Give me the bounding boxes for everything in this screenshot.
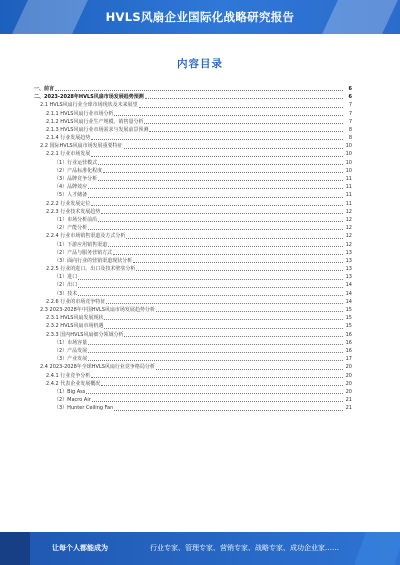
toc-entry-title: （2）产能分析 <box>54 225 88 232</box>
toc-entry-title: （1）进口 <box>54 274 78 281</box>
toc-entry[interactable] <box>34 167 352 175</box>
toc-entry-page: 20 <box>345 380 352 387</box>
toc-entry[interactable] <box>34 216 352 224</box>
toc-entry-page: 12 <box>345 216 352 223</box>
toc-entry-page: 13 <box>345 274 352 281</box>
toc-leader-dots <box>103 171 343 173</box>
toc-entry-title: （1）市场容量 <box>54 339 88 346</box>
toc-entry-title: （3）产业发展 <box>54 356 88 363</box>
toc-entry-page: 13 <box>345 257 352 264</box>
toc-leader-dots <box>98 179 343 181</box>
toc-entry[interactable] <box>34 118 352 126</box>
toc-leader-dots <box>88 343 343 345</box>
toc-leader-dots <box>101 212 343 214</box>
toc-leader-dots <box>106 302 343 304</box>
toc-entry-title: （2）产品发展 <box>54 347 88 354</box>
toc-entry[interactable] <box>34 232 352 240</box>
toc-entry-title: 2.2.1 行业市场发展 <box>46 151 91 158</box>
toc-entry-title: 2.3.3 国内HVLS风扇细分领域分析 <box>46 331 124 338</box>
toc-entry[interactable] <box>34 388 352 396</box>
toc-entry[interactable] <box>34 355 352 363</box>
toc-leader-dots <box>88 351 343 353</box>
toc-leader-dots <box>114 409 343 411</box>
toc-entry-page: 12 <box>345 208 352 215</box>
toc-leader-dots <box>91 155 343 157</box>
toc-entry-page: 17 <box>345 356 352 363</box>
toc-leader-dots <box>114 114 343 116</box>
toc-entry-page: 15 <box>345 315 352 322</box>
toc-entry[interactable] <box>34 175 352 183</box>
toc-entry[interactable] <box>34 363 352 371</box>
toc-entry-page: 16 <box>345 347 352 354</box>
toc-entry-title: （2）产品与服务营销方式 <box>54 249 113 256</box>
toc-entry-page: 10 <box>345 151 352 158</box>
toc-leader-dots <box>88 228 343 230</box>
toc-entry-page: 10 <box>345 143 352 150</box>
toc-entry[interactable] <box>34 200 352 208</box>
toc-entry[interactable] <box>34 208 352 216</box>
toc-entry-page: 20 <box>345 388 352 395</box>
toc-entry-page: 16 <box>345 339 352 346</box>
toc-entry-page: 11 <box>345 192 352 199</box>
toc-leader-dots <box>55 89 343 91</box>
toc-entry-title: 2.4.1 行业竞争分析 <box>46 372 91 379</box>
toc-leader-dots <box>78 278 343 280</box>
toc-leader-dots <box>149 130 343 132</box>
toc-entry-page: 7 <box>348 102 352 109</box>
toc-entry-page: 10 <box>345 167 352 174</box>
toc-leader-dots <box>98 163 343 165</box>
toc-leader-dots <box>104 318 343 320</box>
toc-entry-title: （3）技术 <box>54 290 78 297</box>
toc-entry[interactable] <box>34 93 352 101</box>
toc-entry-title: 2.3.1 HVLS风扇发展现状 <box>46 315 104 322</box>
toc-entry-title: 一、前言 <box>34 85 55 92</box>
toc-entry-title: （3）Hunter Ceiling Fan <box>54 405 114 412</box>
toc-entry-page: 16 <box>345 331 352 338</box>
toc-entry-page: 11 <box>345 184 352 191</box>
toc-entry-title: 2.2.6 行业的市场竞争特征 <box>46 298 106 305</box>
toc-entry[interactable] <box>34 282 352 290</box>
toc-entry-title: 2.1.2 HVLS风扇行业生产规模、销售量分析 <box>46 118 144 125</box>
toc-leader-dots <box>88 359 343 361</box>
toc-entry-page: 20 <box>345 372 352 379</box>
footer-roles: 行业专家、管理专家、营销专家、战略专家、成功企业家…… <box>150 544 339 552</box>
toc-entry-title: 2.1 HVLS风扇行业全球市场现状及未来展望 <box>40 102 138 109</box>
toc-entry[interactable] <box>34 380 352 388</box>
toc-entry-page: 8 <box>348 135 352 142</box>
toc-entry-page: 12 <box>345 225 352 232</box>
toc-entry-title: 二、2023-2028年HVLS风扇市场发展趋势预测 <box>34 94 144 101</box>
toc-entry-title: （3）品牌竞争分析 <box>54 176 98 183</box>
toc-entry[interactable] <box>34 191 352 199</box>
toc-leader-dots <box>124 335 343 337</box>
toc-entry[interactable] <box>34 142 352 150</box>
toc-leader-dots <box>101 384 343 386</box>
toc-entry[interactable] <box>34 290 352 298</box>
toc-entry-title: （1）下游应用销售渠道 <box>54 241 108 248</box>
toc-entry-title: （5）人才储备 <box>54 192 88 199</box>
toc-entry-page: 8 <box>348 126 352 133</box>
report-title: HVLS风扇企业国际化战略研究报告 <box>105 10 295 24</box>
toc-entry[interactable] <box>34 306 352 314</box>
toc-entry-page: 14 <box>345 290 352 297</box>
toc-entry-page: 14 <box>345 298 352 305</box>
toc-leader-dots <box>124 147 343 149</box>
toc-entry[interactable] <box>34 85 352 93</box>
toc-leader-dots <box>91 204 343 206</box>
toc-entry[interactable] <box>34 224 352 232</box>
toc-entry-title: 2.2.4 行业市场销售渠道及方式分析 <box>46 233 126 240</box>
toc-entry-page: 15 <box>345 307 352 314</box>
toc-entry-page: 12 <box>345 241 352 248</box>
toc-entry-title: （1）市场分析前沿 <box>54 216 98 223</box>
toc-entry[interactable] <box>34 339 352 347</box>
toc-entry[interactable] <box>34 151 352 159</box>
toc-entry[interactable] <box>34 134 352 142</box>
toc-entry-page: 20 <box>345 364 352 371</box>
toc-leader-dots <box>144 122 343 124</box>
toc-entry[interactable] <box>34 241 352 249</box>
toc-entry-page: 21 <box>345 405 352 412</box>
toc-entry-title: （3）面向行业的营销渠道现状分析 <box>54 257 133 264</box>
toc-entry-page: 13 <box>345 266 352 273</box>
toc-entry-page: 13 <box>345 249 352 256</box>
toc-entry-page: 10 <box>345 159 352 166</box>
toc-entry-title: （4）品牌效应 <box>54 184 88 191</box>
toc-leader-dots <box>156 368 343 370</box>
toc-entry-title: 2.2 国际HVLS风扇市场发展重要特征 <box>40 143 123 150</box>
toc-leader-dots <box>133 261 343 263</box>
toc-entry[interactable] <box>34 314 352 322</box>
toc-entry-page: 6 <box>348 85 352 92</box>
footer-slogan: 让每个人都能成为 <box>52 544 108 552</box>
toc-entry-title: 2.4.2 代表企业发展概况 <box>46 380 101 387</box>
toc-entry-title: （2）Macro Air <box>54 397 91 404</box>
toc-leader-dots <box>92 400 343 402</box>
toc-entry-title: 2.2.5 行业的进口、出口及技术壁垒分析 <box>46 266 136 273</box>
toc-leader-dots <box>88 196 343 198</box>
toc-heading: 内容目录 <box>177 58 223 70</box>
toc-entry-page: 11 <box>345 200 352 207</box>
toc-entry-title: 2.2.2 行业发展定位 <box>46 200 91 207</box>
toc-entry[interactable] <box>34 372 352 380</box>
toc-entry-page: 6 <box>348 94 352 101</box>
toc-entry[interactable] <box>34 322 352 330</box>
toc-entry-page: 14 <box>345 282 352 289</box>
toc-leader-dots <box>136 269 343 271</box>
toc-leader-dots <box>145 97 343 99</box>
toc-entry[interactable] <box>34 126 352 134</box>
toc-entry-title: 2.3.2 HVLS风扇市场机遇 <box>46 323 104 330</box>
toc-leader-dots <box>108 245 343 247</box>
toc-entry[interactable] <box>34 257 352 265</box>
toc-leader-dots <box>113 253 343 255</box>
toc-leader-dots <box>98 220 343 222</box>
toc-leader-dots <box>156 310 343 312</box>
toc-entry[interactable] <box>34 404 352 412</box>
toc-leader-dots <box>78 286 343 288</box>
footer-accent <box>0 532 30 565</box>
toc-leader-dots <box>139 106 343 108</box>
toc-entry[interactable] <box>34 347 352 355</box>
toc-entry[interactable] <box>34 298 352 306</box>
toc-entry-title: 2.1.4 行业发展趋势 <box>46 135 91 142</box>
toc-leader-dots <box>91 138 343 140</box>
toc-leader-dots <box>126 237 343 239</box>
toc-entry[interactable] <box>34 331 352 339</box>
footer-banner <box>0 532 400 565</box>
toc-entry-title: （1）行业运营模式 <box>54 159 98 166</box>
table-of-contents <box>34 85 352 413</box>
toc-entry-page: 11 <box>345 176 352 183</box>
toc-leader-dots <box>91 376 343 378</box>
toc-leader-dots <box>88 187 343 189</box>
toc-entry[interactable] <box>34 183 352 191</box>
toc-leader-dots <box>86 392 343 394</box>
toc-entry-page: 7 <box>348 110 352 117</box>
toc-entry[interactable] <box>34 249 352 257</box>
toc-entry[interactable] <box>34 101 352 109</box>
toc-entry-title: 2.4 2023-2028年全球HVLS风扇行业竞争格局分析 <box>40 364 155 371</box>
toc-entry[interactable] <box>34 273 352 281</box>
toc-entry[interactable] <box>34 265 352 273</box>
toc-entry-title: 2.3 2023-2028年中国HVLS风扇市场发展趋势分析 <box>40 307 155 314</box>
toc-entry-title: （2）产品标准化程度 <box>54 167 103 174</box>
toc-entry-title: 2.1.1 HVLS风扇行业市场分析 <box>46 110 114 117</box>
toc-entry-title: 2.1.3 HVLS风扇行业市场需求与发展前景预测 <box>46 126 149 133</box>
toc-leader-dots <box>104 327 343 329</box>
toc-leader-dots <box>78 294 343 296</box>
toc-entry-page: 15 <box>345 323 352 330</box>
footer-accent <box>354 532 400 565</box>
header-banner <box>0 0 400 34</box>
toc-entry-page: 12 <box>345 233 352 240</box>
toc-entry[interactable] <box>34 110 352 118</box>
toc-entry[interactable] <box>34 159 352 167</box>
toc-entry-page: 21 <box>345 397 352 404</box>
toc-entry-title: （1）Big Ass <box>54 388 86 395</box>
toc-entry-page: 7 <box>348 118 352 125</box>
toc-entry[interactable] <box>34 396 352 404</box>
toc-entry-title: 2.2.3 行业技术发展趋势 <box>46 208 101 215</box>
toc-entry-title: （2）出口 <box>54 282 78 289</box>
